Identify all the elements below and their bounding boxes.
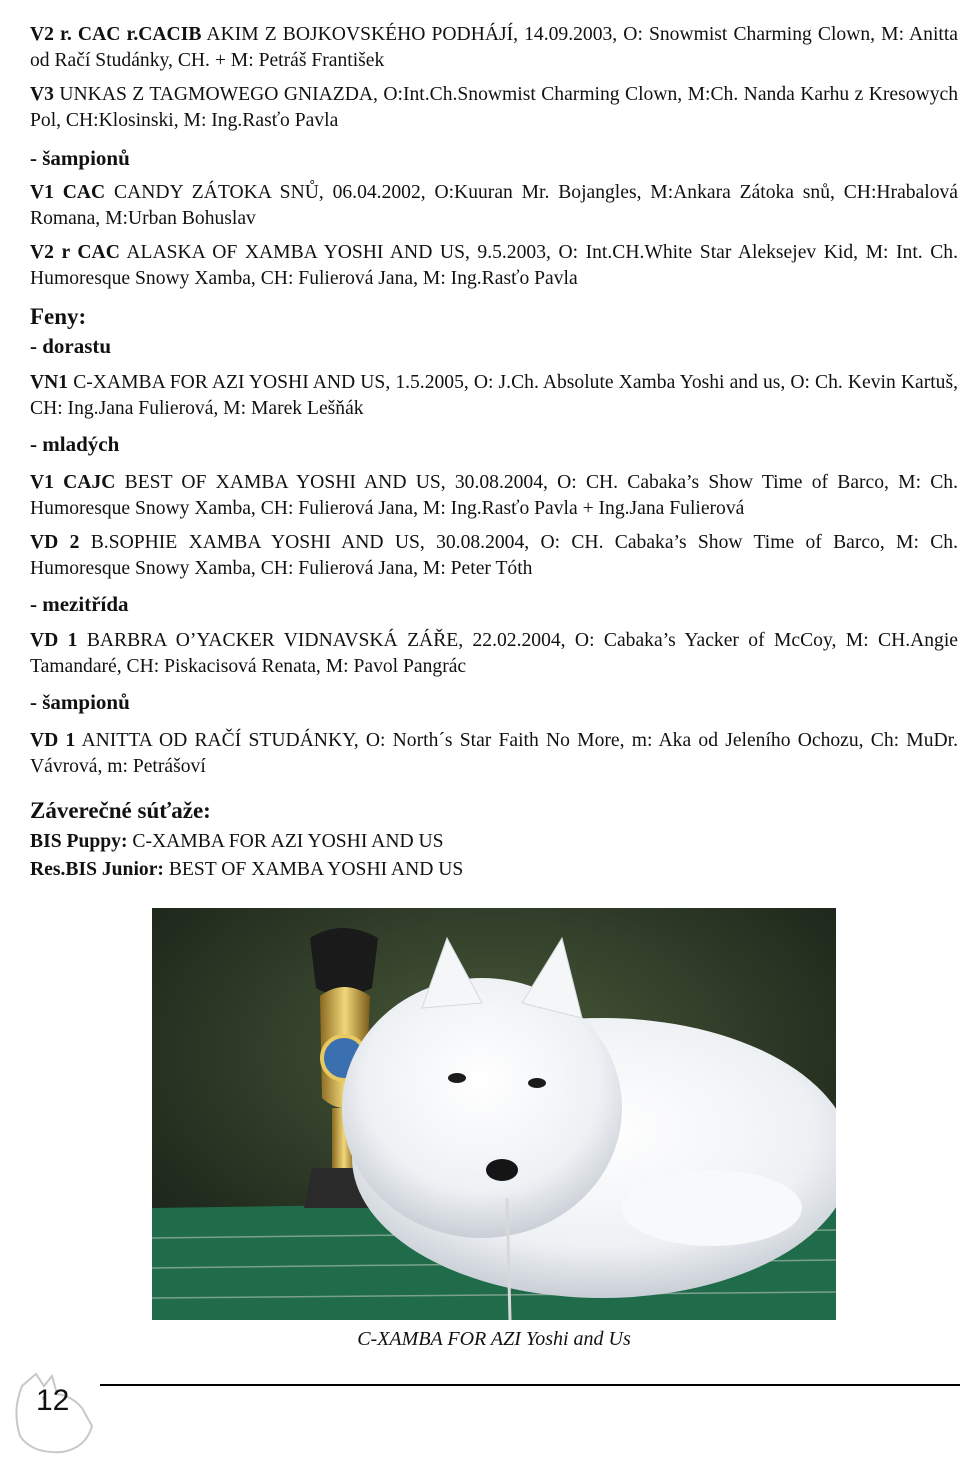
result-entry: V1 CAC CANDY ZÁTOKA SNŮ, 06.04.2002, O:Kuuran Mr. Bojangles, M:Ankara Zátoka snů, CH:Hrabalová Romana, M:Urban Bohuslav <box>30 182 958 229</box>
final-result: BIS Puppy: C-XAMBA FOR AZI YOSHI AND US <box>30 831 444 852</box>
section-intermediate: - mezitřída <box>30 592 129 616</box>
junior-entries <box>30 470 958 582</box>
result-entry: VD 1 BARBRA O’YACKER VIDNAVSKÁ ZÁŘE, 22.02.2004, O: Cabaka’s Yacker of McCoy, M: CH.Angie Tamandaré, CH: Piskacisová Renata, M: Pavol Pangrác <box>30 630 958 677</box>
result-entry: V1 CAJC BEST OF XAMBA YOSHI AND US, 30.08.2004, O: CH. Cabaka’s Show Time of Barco, M: Ch. Humoresque Snowy Xamba, CH: Fulierová Jana, M: Ing.Rasťo Pavla + Ing.Jana Fulierová <box>30 472 958 519</box>
subsection-heading: - šampionů <box>30 146 130 170</box>
dog-trophy-photo <box>152 908 836 1320</box>
footer-rule <box>100 1384 960 1386</box>
section-champions-females: - šampionů <box>30 690 130 714</box>
result-entry: V3 UNKAS Z TAGMOWEGO GNIAZDA, O:Int.Ch.Snowmist Charming Clown, M:Ch. Nanda Karhu z Kresowych Pol, CH:Klosinski, M: Ing.Rasťo Pavla <box>30 84 958 131</box>
females-heading: Feny: <box>30 304 87 329</box>
puppy-entry <box>30 370 958 422</box>
champion-female-entry <box>30 728 958 780</box>
final-result: Res.BIS Junior: BEST OF XAMBA YOSHI AND US <box>30 859 464 880</box>
section-puppies: - dorastu <box>30 334 112 358</box>
result-entry: VD 2 B.SOPHIE XAMBA YOSHI AND US, 30.08.2004, O: CH. Cabaka’s Show Time of Barco, M: Ch. Humoresque Snowy Xamba, CH: Fulierová Jana, M: Peter Tóth <box>30 532 958 579</box>
section-champions-males <box>30 144 958 172</box>
page-number: 12 <box>36 1384 70 1417</box>
result-entry: V2 r CAC ALASKA OF XAMBA YOSHI AND US, 9.5.2003, O: Int.CH.White Star Aleksejev Kid, M: Int. Ch. Humoresque Snowy Xamba, CH: Fulierová Jana, M: Ing.Rasťo Pavla <box>30 242 958 289</box>
champion-male-entries <box>30 180 958 292</box>
final-heading: Záverečné súťaže: <box>30 798 211 823</box>
result-entry: VN1 C-XAMBA FOR AZI YOSHI AND US, 1.5.2005, O: J.Ch. Absolute Xamba Yoshi and us, O: Ch. Kevin Kartuš, CH: Ing.Jana Fulierová, M: Marek Lešňák <box>30 372 958 419</box>
result-entry: V2 r. CAC r.CACIB AKIM Z BOJKOVSKÉHO PODHÁJÍ, 14.09.2003, O: Snowmist Charming Clown, M: Anitta od Račí Studánky, CH. + M: Petráš František <box>30 24 959 71</box>
section-juniors: - mladých <box>30 432 120 456</box>
result-entry: VD 1 ANITTA OD RAČÍ STUDÁNKY, O: North´s Star Faith No More, m: Aka od Jeleního Ochozu, Ch: MuDr. Vávrová, m: Petrášoví <box>30 730 959 777</box>
photo-caption: C-XAMBA FOR AZI Yoshi and Us <box>357 1328 631 1350</box>
intermediate-entry <box>30 628 958 680</box>
final-competitions <box>30 796 958 884</box>
top-entries <box>30 22 958 134</box>
